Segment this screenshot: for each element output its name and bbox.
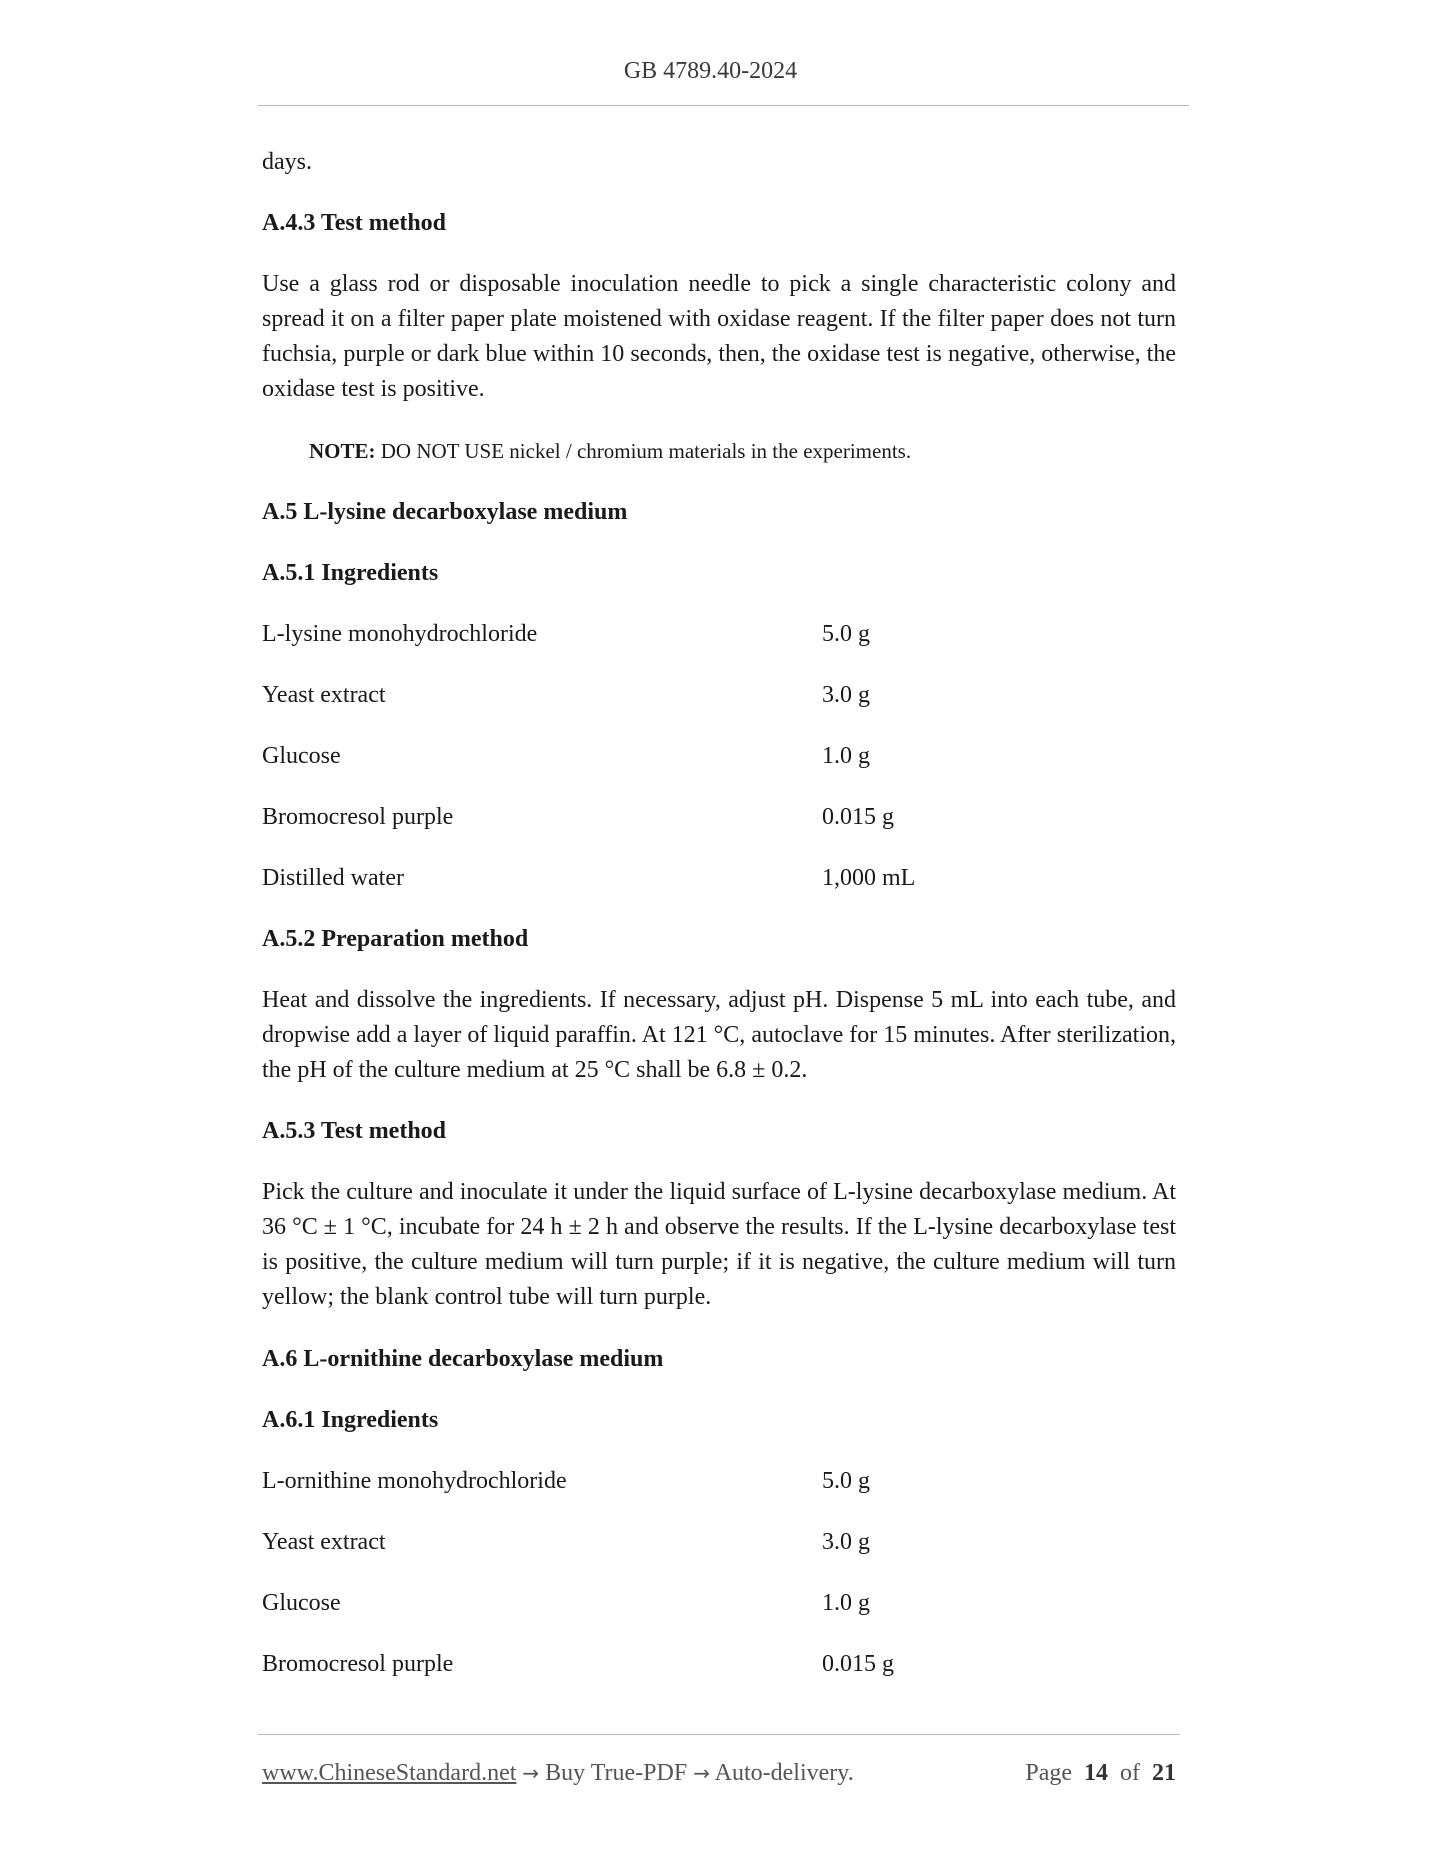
of-word: of xyxy=(1120,1760,1140,1786)
ingredient-row xyxy=(262,1464,1176,1499)
section-heading-a51: A.5.1 Ingredients xyxy=(262,560,439,586)
arrow-right-icon: → xyxy=(522,1761,540,1785)
page-indicator xyxy=(1025,1757,1176,1789)
ingredient-row xyxy=(262,1647,1176,1682)
paragraph-a52: Heat and dissolve the ingredients. If necessary, adjust pH. Dispense 5 mL into each tube, and dropwise add a layer of liquid paraffin. At 121 °C, autoclave for 15 minutes. After sterilization, the pH of the culture medium at 25 °C shall be 6.8 ± 0.2. xyxy=(262,987,1176,1083)
footer-divider xyxy=(258,1734,1180,1735)
ingredient-name: Distilled water xyxy=(262,865,404,891)
ingredient-name: Yeast extract xyxy=(262,1529,386,1555)
ingredient-name: L-lysine monohydrochloride xyxy=(262,621,538,647)
ingredient-row xyxy=(262,1586,1176,1621)
website-link[interactable]: www.ChineseStandard.net xyxy=(262,1760,517,1786)
ingredient-name: Yeast extract xyxy=(262,682,386,708)
buy-text: Buy True-PDF xyxy=(539,1760,694,1786)
ingredient-row xyxy=(262,861,1176,896)
ingredient-amount: 3.0 g xyxy=(822,1529,870,1555)
ingredient-row xyxy=(262,1525,1176,1560)
note-label: NOTE: xyxy=(309,439,376,463)
page-number: 14 xyxy=(1084,1760,1108,1786)
ingredient-row xyxy=(262,678,1176,713)
delivery-text: Auto-delivery. xyxy=(709,1760,854,1786)
section-heading-a6: A.6 L-ornithine decarboxylase medium xyxy=(262,1346,664,1372)
note xyxy=(309,434,1176,469)
arrow-right-icon: → xyxy=(693,1761,710,1785)
ingredient-row xyxy=(262,800,1176,835)
ingredient-amount: 5.0 g xyxy=(822,621,870,647)
paragraph-a43: Use a glass rod or disposable inoculation needle to pick a single characteristic colony and spread it on a filter paper plate moistened with oxidase reagent. If the filter paper does not turn fuchsia, purple or dark blue within 10 seconds, then, the oxidase test is negative, otherwise, the oxidase test is positive. xyxy=(262,271,1176,402)
ingredient-amount: 0.015 g xyxy=(822,1651,894,1677)
ingredient-name: Bromocresol purple xyxy=(262,1651,454,1677)
footer-left xyxy=(262,1757,854,1789)
document-header-title: GB 4789.40-2024 xyxy=(623,58,798,84)
ingredient-amount: 1.0 g xyxy=(822,1590,870,1616)
header-divider xyxy=(258,105,1189,106)
carry-over-text: days. xyxy=(262,149,312,175)
section-heading-a43: A.4.3 Test method xyxy=(262,210,447,236)
page-word: Page xyxy=(1025,1760,1072,1786)
ingredient-name: Glucose xyxy=(262,743,341,769)
section-heading-a61: A.6.1 Ingredients xyxy=(262,1407,439,1433)
ingredient-row xyxy=(262,739,1176,774)
section-heading-a5: A.5 L-lysine decarboxylase medium xyxy=(262,499,628,525)
ingredient-amount: 0.015 g xyxy=(822,804,894,830)
section-heading-a53: A.5.3 Test method xyxy=(262,1118,447,1144)
ingredient-row xyxy=(262,617,1176,652)
ingredient-name: L-ornithine monohydrochloride xyxy=(262,1468,567,1494)
ingredient-amount: 1,000 mL xyxy=(822,865,916,891)
section-heading-a52: A.5.2 Preparation method xyxy=(262,926,529,952)
ingredient-amount: 5.0 g xyxy=(822,1468,870,1494)
page-total: 21 xyxy=(1152,1760,1176,1786)
ingredient-name: Glucose xyxy=(262,1590,341,1616)
ingredient-amount: 3.0 g xyxy=(822,682,870,708)
paragraph-a53: Pick the culture and inoculate it under the liquid surface of L-lysine decarboxylase medium. At 36 °C ± 1 °C, incubate for 24 h ± 2 h and observe the results. If the L-lysine decarboxylase test is positive, the culture medium will turn purple; if it is negative, the culture medium will turn yellow; the blank control tube will turn purple. xyxy=(262,1179,1176,1310)
ingredient-name: Bromocresol purple xyxy=(262,804,454,830)
ingredient-amount: 1.0 g xyxy=(822,743,870,769)
note-text: DO NOT USE nickel / chromium materials in the experiments. xyxy=(375,439,912,463)
